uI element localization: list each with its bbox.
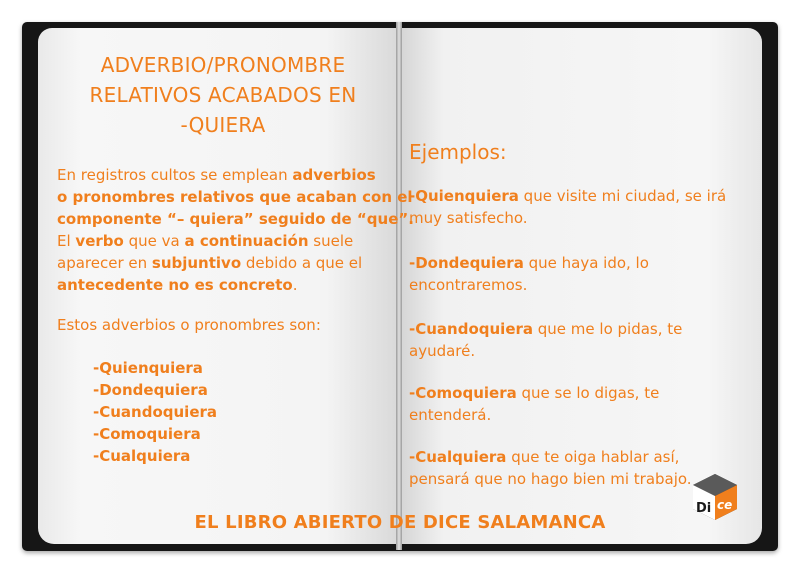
explanation-line-4: El verbo que va a continuación suele: [57, 232, 354, 250]
explanation-line-2: o pronombres relativos que acaban con el: [57, 188, 413, 206]
list-item: -Comoquiera: [93, 425, 201, 443]
dice-logo-icon: [690, 472, 740, 522]
explanation-line-5: aparecer en subjuntivo debido a que el: [57, 254, 363, 272]
list-intro: Estos adverbios o pronombres son:: [57, 316, 321, 334]
examples-heading: Ejemplos:: [409, 140, 507, 164]
example-item: -Cuandoquiera que me lo pidas, te ayudaré.: [409, 320, 683, 360]
example-item: -Dondequiera que haya ido, lo encontraremos.: [409, 254, 649, 294]
explanation-paragraph: [57, 164, 414, 296]
list-item: -Dondequiera: [93, 381, 208, 399]
list-item: -Quienquiera: [93, 359, 203, 377]
adverb-list: [93, 357, 217, 467]
explanation-line-3: componente “– quiera” seguido de “que”.: [57, 210, 414, 228]
example-item: -Quienquiera que visite mi ciudad, se irá muy satisfecho.: [409, 187, 727, 227]
example-item: -Cualquiera que te oiga hablar así, pensará que no hago bien mi trabajo.: [409, 448, 692, 488]
title-line-1: ADVERBIO/PRONOMBRE: [100, 53, 346, 77]
svg-text:ce: ce: [717, 498, 733, 512]
explanation-line-6: antecedente no es concreto.: [57, 276, 298, 294]
list-item: -Cualquiera: [93, 447, 191, 465]
example-item: -Comoquiera que se lo digas, te entenderá.: [409, 384, 660, 424]
explanation-line-1: En registros cultos se emplean adverbios: [57, 166, 376, 184]
footer-title: EL LIBRO ABIERTO DE DICE SALAMANCA: [194, 512, 606, 533]
title-line-3: -QUIERA: [180, 113, 266, 137]
svg-text:Di: Di: [696, 501, 712, 516]
list-item: -Cuandoquiera: [93, 403, 218, 421]
title-line-2: RELATIVOS ACABADOS EN: [89, 83, 357, 107]
page-title: [55, 50, 391, 140]
